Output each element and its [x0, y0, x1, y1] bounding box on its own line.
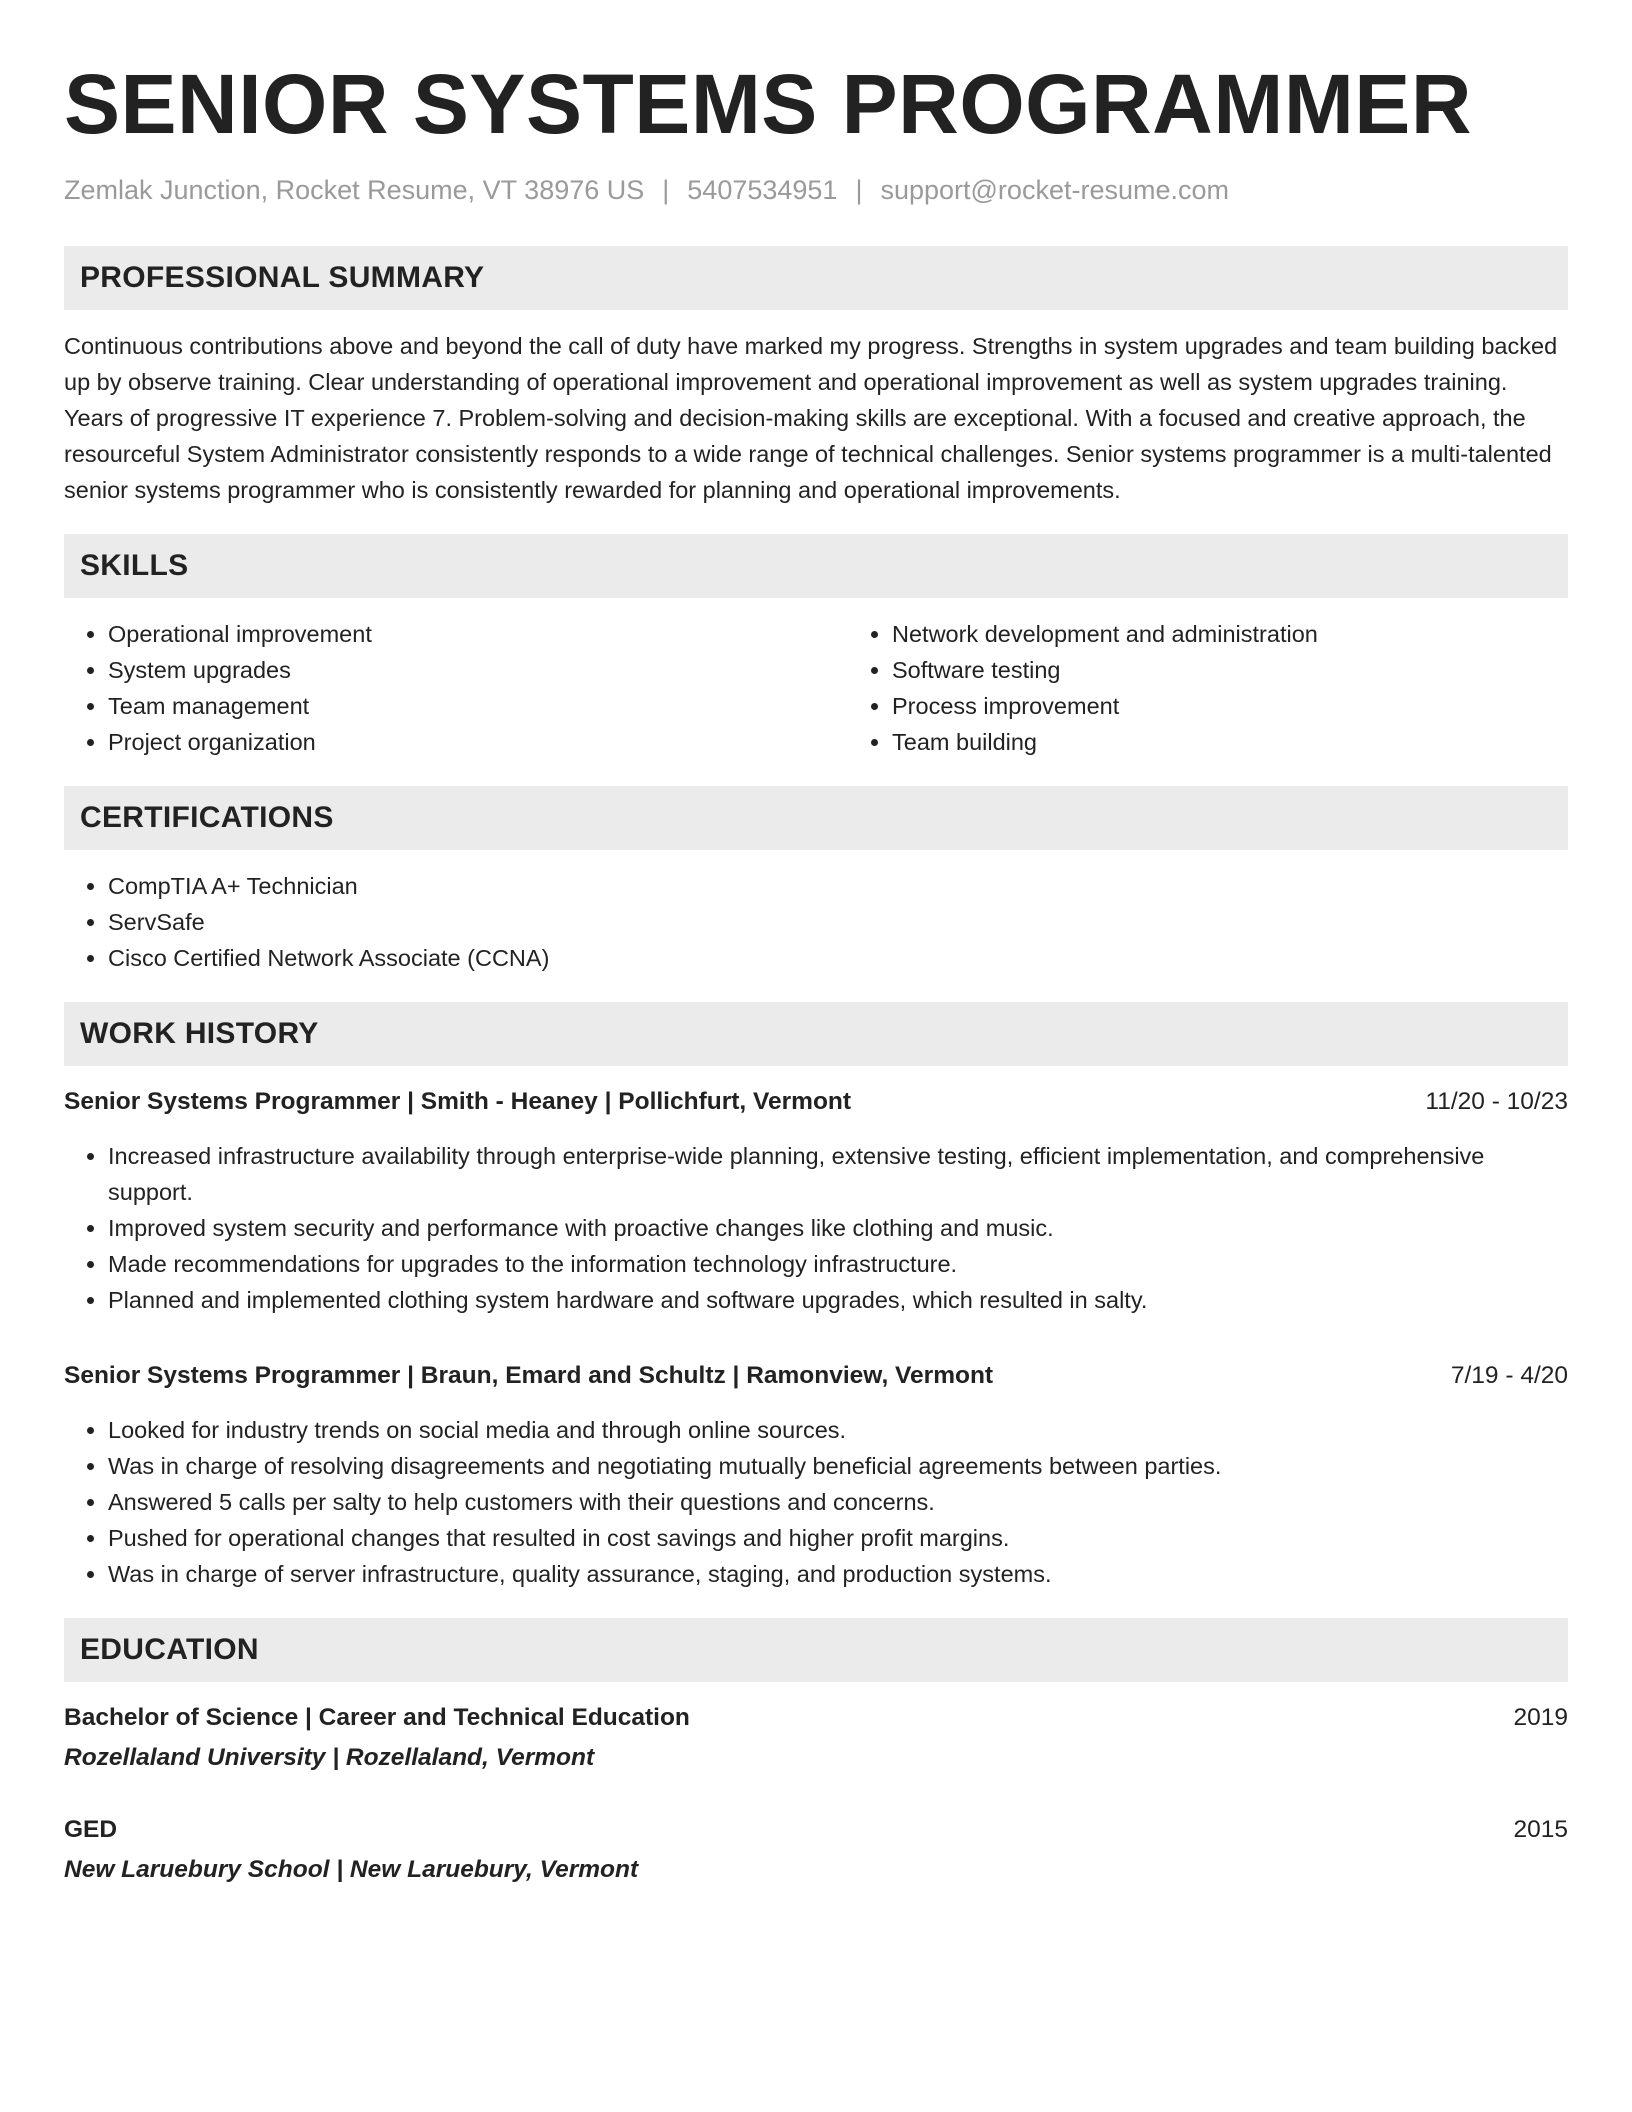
- job-entry: [64, 1084, 1568, 1318]
- certification-item: • Cisco Certified Network Associate (CCNA): [108, 940, 1568, 976]
- education-year: 2019: [1513, 1704, 1568, 1731]
- skill-item: • Process improvement: [892, 688, 1568, 724]
- job-bullet: • Made recommendations for upgrades to the information technology infrastructure.: [108, 1246, 1568, 1282]
- contact-address: Zemlak Junction, Rocket Resume, VT 38976 US: [64, 175, 645, 205]
- summary-heading: PROFESSIONAL SUMMARY: [64, 246, 1568, 310]
- job-bullet: • Pushed for operational changes that resulted in cost savings and higher profit margins.: [108, 1520, 1568, 1556]
- skills-list-right: [848, 616, 1568, 760]
- candidate-title: SENIOR SYSTEMS PROGRAMMER: [64, 57, 1472, 151]
- education-entry: [64, 1700, 1568, 1776]
- skills-grid: [64, 598, 1568, 760]
- education-section: [64, 1618, 1568, 1888]
- education-school: Rozellaland University | Rozellaland, Vermont: [64, 1744, 595, 1771]
- education-heading: EDUCATION: [64, 1618, 1568, 1682]
- education-school: New Laruebury School | New Laruebury, Vermont: [64, 1856, 639, 1883]
- education-entry: [64, 1812, 1568, 1888]
- job-entry: [64, 1358, 1568, 1592]
- contact-line: [64, 172, 1568, 208]
- job-bullet: • Planned and implemented clothing system hardware and software upgrades, which resulted in salty.: [108, 1282, 1568, 1318]
- contact-email: support@rocket-resume.com: [880, 175, 1229, 205]
- contact-phone: 5407534951: [687, 175, 838, 205]
- skill-item: • Software testing: [892, 652, 1568, 688]
- education-degree: Bachelor of Science | Career and Technical Education: [64, 1704, 690, 1731]
- certification-item: • CompTIA A+ Technician: [108, 868, 1568, 904]
- contact-separator: |: [662, 175, 670, 205]
- job-bullet: • Increased infrastructure availability through enterprise-wide planning, extensive testing, efficient implementation, and comprehensive support.: [108, 1138, 1568, 1210]
- education-year: 2015: [1513, 1816, 1568, 1843]
- job-dates: 11/20 - 10/23: [1425, 1088, 1568, 1115]
- job-title: Senior Systems Programmer | Braun, Emard and Schultz | Ramonview, Vermont: [64, 1362, 994, 1389]
- certifications-section: [64, 786, 1568, 976]
- education-header: [64, 1700, 1568, 1736]
- skill-item: • System upgrades: [108, 652, 848, 688]
- skills-heading: SKILLS: [64, 534, 1568, 598]
- education-degree: GED: [64, 1816, 118, 1843]
- education-header: [64, 1812, 1568, 1848]
- skill-item: • Team building: [892, 724, 1568, 760]
- summary-text: Continuous contributions above and beyond the call of duty have marked my progress. Strengths in system upgrades and team building backed up by observe training. Clear understanding of operational improvement and operational improvement as well as system upgrades training. Years of progressive IT experience 7. Problem-solving and decision-making skills are exceptional. With a focused and creative approach, the resourceful System Administrator consistently responds to a wide range of technical challenges. Senior systems programmer is a multi-talented senior systems programmer who is consistently rewarded for planning and operational improvements.: [64, 333, 1558, 503]
- job-bullet: • Was in charge of server infrastructure, quality assurance, staging, and production systems.: [108, 1556, 1568, 1592]
- job-header: [64, 1084, 1568, 1120]
- skills-list-left: [64, 616, 848, 760]
- work-history-heading: WORK HISTORY: [64, 1002, 1568, 1066]
- contact-separator: |: [855, 175, 863, 205]
- certifications-list: [64, 868, 1568, 976]
- job-header: [64, 1358, 1568, 1394]
- job-dates: 7/19 - 4/20: [1450, 1362, 1568, 1389]
- job-bullets: [64, 1138, 1568, 1318]
- work-history-section: [64, 1002, 1568, 1592]
- certification-item: • ServSafe: [108, 904, 1568, 940]
- skill-item: • Project organization: [108, 724, 848, 760]
- summary-section: [64, 246, 1568, 508]
- job-title: Senior Systems Programmer | Smith - Heaney | Pollichfurt, Vermont: [64, 1088, 852, 1115]
- job-bullets: [64, 1412, 1568, 1592]
- skill-item: • Operational improvement: [108, 616, 848, 652]
- job-bullet: • Was in charge of resolving disagreements and negotiating mutually beneficial agreements between parties.: [108, 1448, 1568, 1484]
- certifications-heading: CERTIFICATIONS: [64, 786, 1568, 850]
- skill-item: • Team management: [108, 688, 848, 724]
- skills-section: [64, 534, 1568, 760]
- job-bullet: • Answered 5 calls per salty to help customers with their questions and concerns.: [108, 1484, 1568, 1520]
- job-bullet: • Looked for industry trends on social media and through online sources.: [108, 1412, 1568, 1448]
- skill-item: • Network development and administration: [892, 616, 1568, 652]
- job-bullet: • Improved system security and performance with proactive changes like clothing and music.: [108, 1210, 1568, 1246]
